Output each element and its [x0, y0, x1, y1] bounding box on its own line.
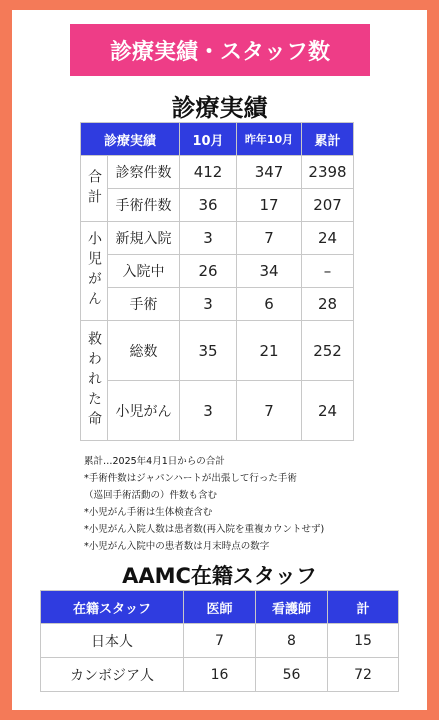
- value-cell: 56: [256, 658, 328, 692]
- row-label: 手術: [108, 288, 180, 321]
- row-label: 新規入院: [108, 222, 180, 255]
- header-cell: 在籍スタッフ: [41, 591, 184, 624]
- value-cell: 35: [180, 321, 237, 381]
- footnotes: [84, 453, 414, 555]
- value-cell: 8: [256, 624, 328, 658]
- group-label-cell: [81, 321, 108, 441]
- staff-table: [40, 590, 399, 692]
- content-card: [12, 10, 427, 710]
- table-row: [81, 321, 354, 381]
- group-label-cell: [81, 222, 108, 321]
- header-cell: 計: [328, 591, 399, 624]
- value-cell: 3: [180, 288, 237, 321]
- header-cell: 医師: [184, 591, 256, 624]
- value-cell: 2398: [302, 156, 354, 189]
- results-header-row: [81, 123, 354, 156]
- value-cell: 6: [237, 288, 302, 321]
- value-cell: 3: [180, 381, 237, 441]
- footnote: *手術件数はジャパンハートが出張して行った手術: [84, 473, 297, 484]
- banner-title: 診療実績・スタッフ数: [70, 24, 370, 76]
- table-row: [81, 189, 354, 222]
- header-cell: 診療実績: [81, 123, 180, 156]
- group-label: 合計: [86, 168, 102, 209]
- table-row: [81, 156, 354, 189]
- header-cell: 10月: [180, 123, 237, 156]
- row-label: 日本人: [41, 624, 184, 658]
- row-label: 入院中: [108, 255, 180, 288]
- group-label-cell: [81, 156, 108, 222]
- footnote: *小児がん入院中の患者数は月末時点の数字: [84, 541, 270, 552]
- row-label: 総数: [108, 321, 180, 381]
- group-label: 小児がん: [86, 231, 102, 311]
- table-row: [41, 624, 399, 658]
- footnote: （巡回手術活動の）件数も含む: [84, 490, 218, 501]
- value-cell: 26: [180, 255, 237, 288]
- value-cell: 207: [302, 189, 354, 222]
- value-cell: 28: [302, 288, 354, 321]
- table-row: [81, 222, 354, 255]
- value-cell: –: [302, 255, 354, 288]
- value-cell: 412: [180, 156, 237, 189]
- row-label: 手術件数: [108, 189, 180, 222]
- table-row: [41, 658, 399, 692]
- row-label: カンボジア人: [41, 658, 184, 692]
- header-cell: 累計: [302, 123, 354, 156]
- value-cell: 36: [180, 189, 237, 222]
- section-heading-results: 診療実績: [171, 94, 268, 122]
- value-cell: 24: [302, 381, 354, 441]
- footnote: *小児がん入院人数は患者数(再入院を重複カウントせず): [84, 524, 325, 535]
- section-heading-staff: AAMC在籍スタッフ: [122, 564, 317, 588]
- table-row: [81, 288, 354, 321]
- footnote: 累計…2025年4月1日からの合計: [84, 456, 225, 467]
- value-cell: 7: [237, 381, 302, 441]
- value-cell: 7: [184, 624, 256, 658]
- value-cell: 252: [302, 321, 354, 381]
- header-cell: 昨年10月: [237, 123, 302, 156]
- row-label: 小児がん: [108, 381, 180, 441]
- value-cell: 24: [302, 222, 354, 255]
- value-cell: 3: [180, 222, 237, 255]
- staff-header-row: [41, 591, 399, 624]
- results-table: [80, 122, 354, 441]
- row-label: 診察件数: [108, 156, 180, 189]
- value-cell: 7: [237, 222, 302, 255]
- value-cell: 17: [237, 189, 302, 222]
- group-label: 救われた命: [86, 330, 102, 431]
- value-cell: 21: [237, 321, 302, 381]
- value-cell: 72: [328, 658, 399, 692]
- header-cell: 看護師: [256, 591, 328, 624]
- footnote: *小児がん手術は生体検査含む: [84, 507, 213, 518]
- table-row: [81, 381, 354, 441]
- value-cell: 15: [328, 624, 399, 658]
- table-row: [81, 255, 354, 288]
- value-cell: 34: [237, 255, 302, 288]
- value-cell: 347: [237, 156, 302, 189]
- value-cell: 16: [184, 658, 256, 692]
